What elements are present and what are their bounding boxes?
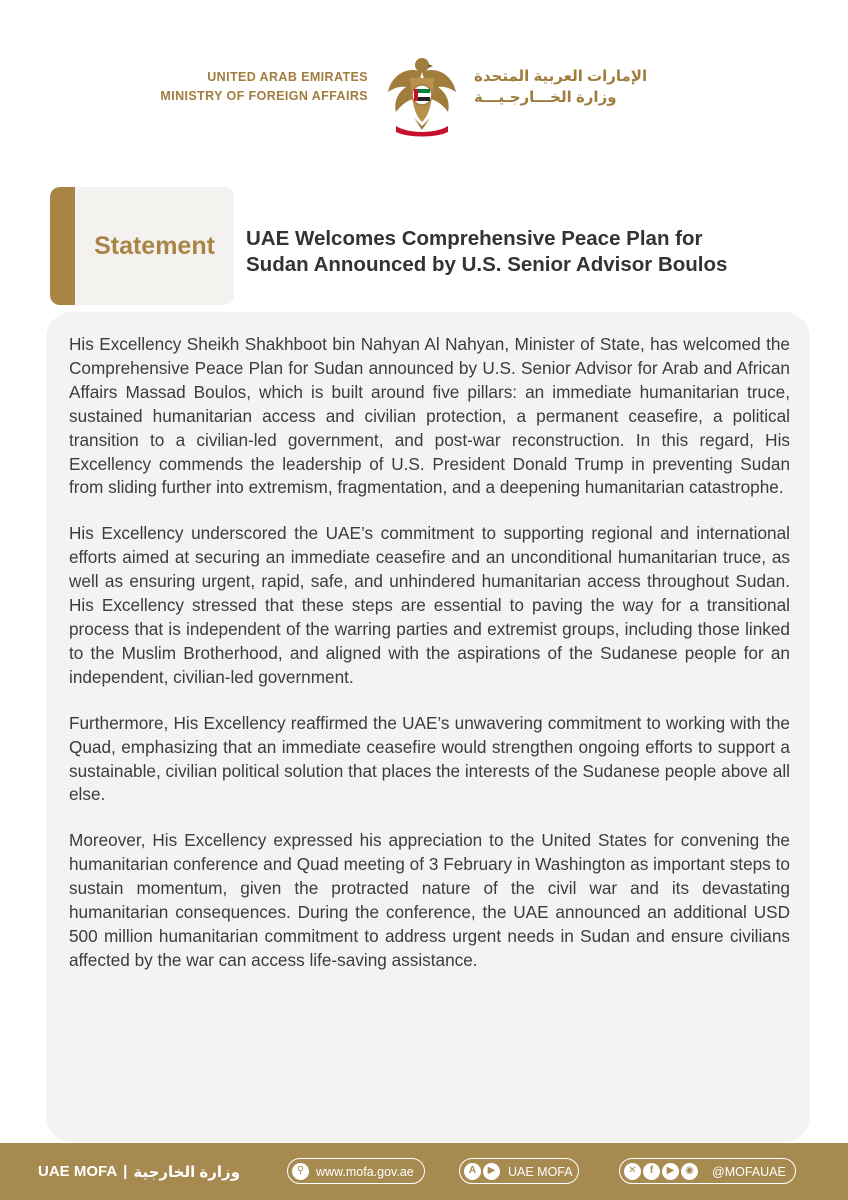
statement-label: Statement xyxy=(94,231,215,260)
social-handle[interactable]: @MOFAUAE xyxy=(712,1164,786,1179)
ministry-name-line-arabic: وزارة الخـــارجـيـــة xyxy=(474,89,617,106)
footer-brand xyxy=(38,1143,240,1200)
page-footer xyxy=(0,1143,848,1200)
uae-falcon-emblem-icon xyxy=(384,52,460,138)
ministry-name-line-english: MINISTRY OF FOREIGN AFFAIRS xyxy=(160,89,368,103)
body-paragraph-1: His Excellency Sheikh Shakhboot bin Nahyan Al Nahyan, Minister of State, has welcomed the Comprehensive Peace Plan for Sudan announced by U.S. Senior Advisor for Arab and African Affairs Massad Boulos, which is built around five pillars: an immediate humanitarian truce, sustained humanitarian access and civilian protection, a permanent ceasefire, a political transition to a civilian-led government, and post-war reconstruction. In this regard, His Excellency commends the leadership of U.S. President Donald Trump in preventing Sudan from sliding further into extremism, fragmentation, and a deepening humanitarian catastrophe. xyxy=(69,334,790,498)
footer-separator: | xyxy=(123,1163,128,1180)
body-paragraph-3: Furthermore, His Excellency reaffirmed the UAE’s unwavering commitment to working with the Quad, emphasizing that an immediate ceasefire would strengthen ongoing efforts to support a sustainable, civilian political solution that places the interests of the Sudanese people above all else. xyxy=(69,712,790,805)
country-name-arabic: الإمارات العربية المتحدة xyxy=(474,68,648,85)
instagram-icon[interactable]: ◉ xyxy=(681,1163,698,1180)
statement-accent-bar xyxy=(50,187,75,305)
search-icon: ⚲ xyxy=(292,1163,309,1180)
body-paragraph-4: Moreover, His Excellency expressed his appreciation to the United States for convening the humanitarian conference and Quad meeting of 3 February in Washington as important steps to sustain momentum, given the protracted nature of the civil war and its devastating humanitarian consequences. During the conference, the UAE announced an additional USD 500 million humanitarian commitment to address urgent needs in Sudan and ensure civilians affected by the war can access life-saving assistance. xyxy=(69,830,790,970)
statement-title-line-1: UAE Welcomes Comprehensive Peace Plan for xyxy=(246,227,703,250)
country-name-english: UNITED ARAB EMIRATES xyxy=(207,70,368,84)
page-header xyxy=(0,52,848,142)
website-url[interactable]: www.mofa.gov.ae xyxy=(316,1164,414,1179)
statement-title-line-2: Sudan Announced by U.S. Senior Advisor Boulos xyxy=(246,253,728,276)
footer-handle-arabic: وزارة الخارجية xyxy=(133,1163,241,1181)
appstore-icon: A xyxy=(464,1163,481,1180)
statement-badge xyxy=(50,187,234,305)
ministry-name-english xyxy=(160,68,368,106)
youtube-icon[interactable]: ▶ xyxy=(662,1163,679,1180)
facebook-icon[interactable]: f xyxy=(643,1163,660,1180)
googleplay-icon: ▶ xyxy=(483,1163,500,1180)
statement-body xyxy=(69,333,790,995)
body-paragraph-2: His Excellency underscored the UAE’s commitment to supporting regional and international efforts aimed at securing an immediate ceasefire and an unconditional humanitarian truce, as well as ensuring urgent, rapid, safe, and unhindered humanitarian access throughout Sudan. His Excellency stressed that these steps are essential to paving the way for a transitional process that is independent of the warring parties and extremist groups, including those linked to the Muslim Brotherhood, and aligned with the aspirations of the Sudanese people for an independent, civilian-led government. xyxy=(69,523,790,687)
footer-handle-english: UAE MOFA xyxy=(38,1163,118,1180)
statement-title xyxy=(246,226,806,278)
x-icon[interactable]: ✕ xyxy=(624,1163,641,1180)
apps-label[interactable]: UAE MOFA xyxy=(508,1164,573,1179)
ministry-name-arabic xyxy=(474,66,682,108)
